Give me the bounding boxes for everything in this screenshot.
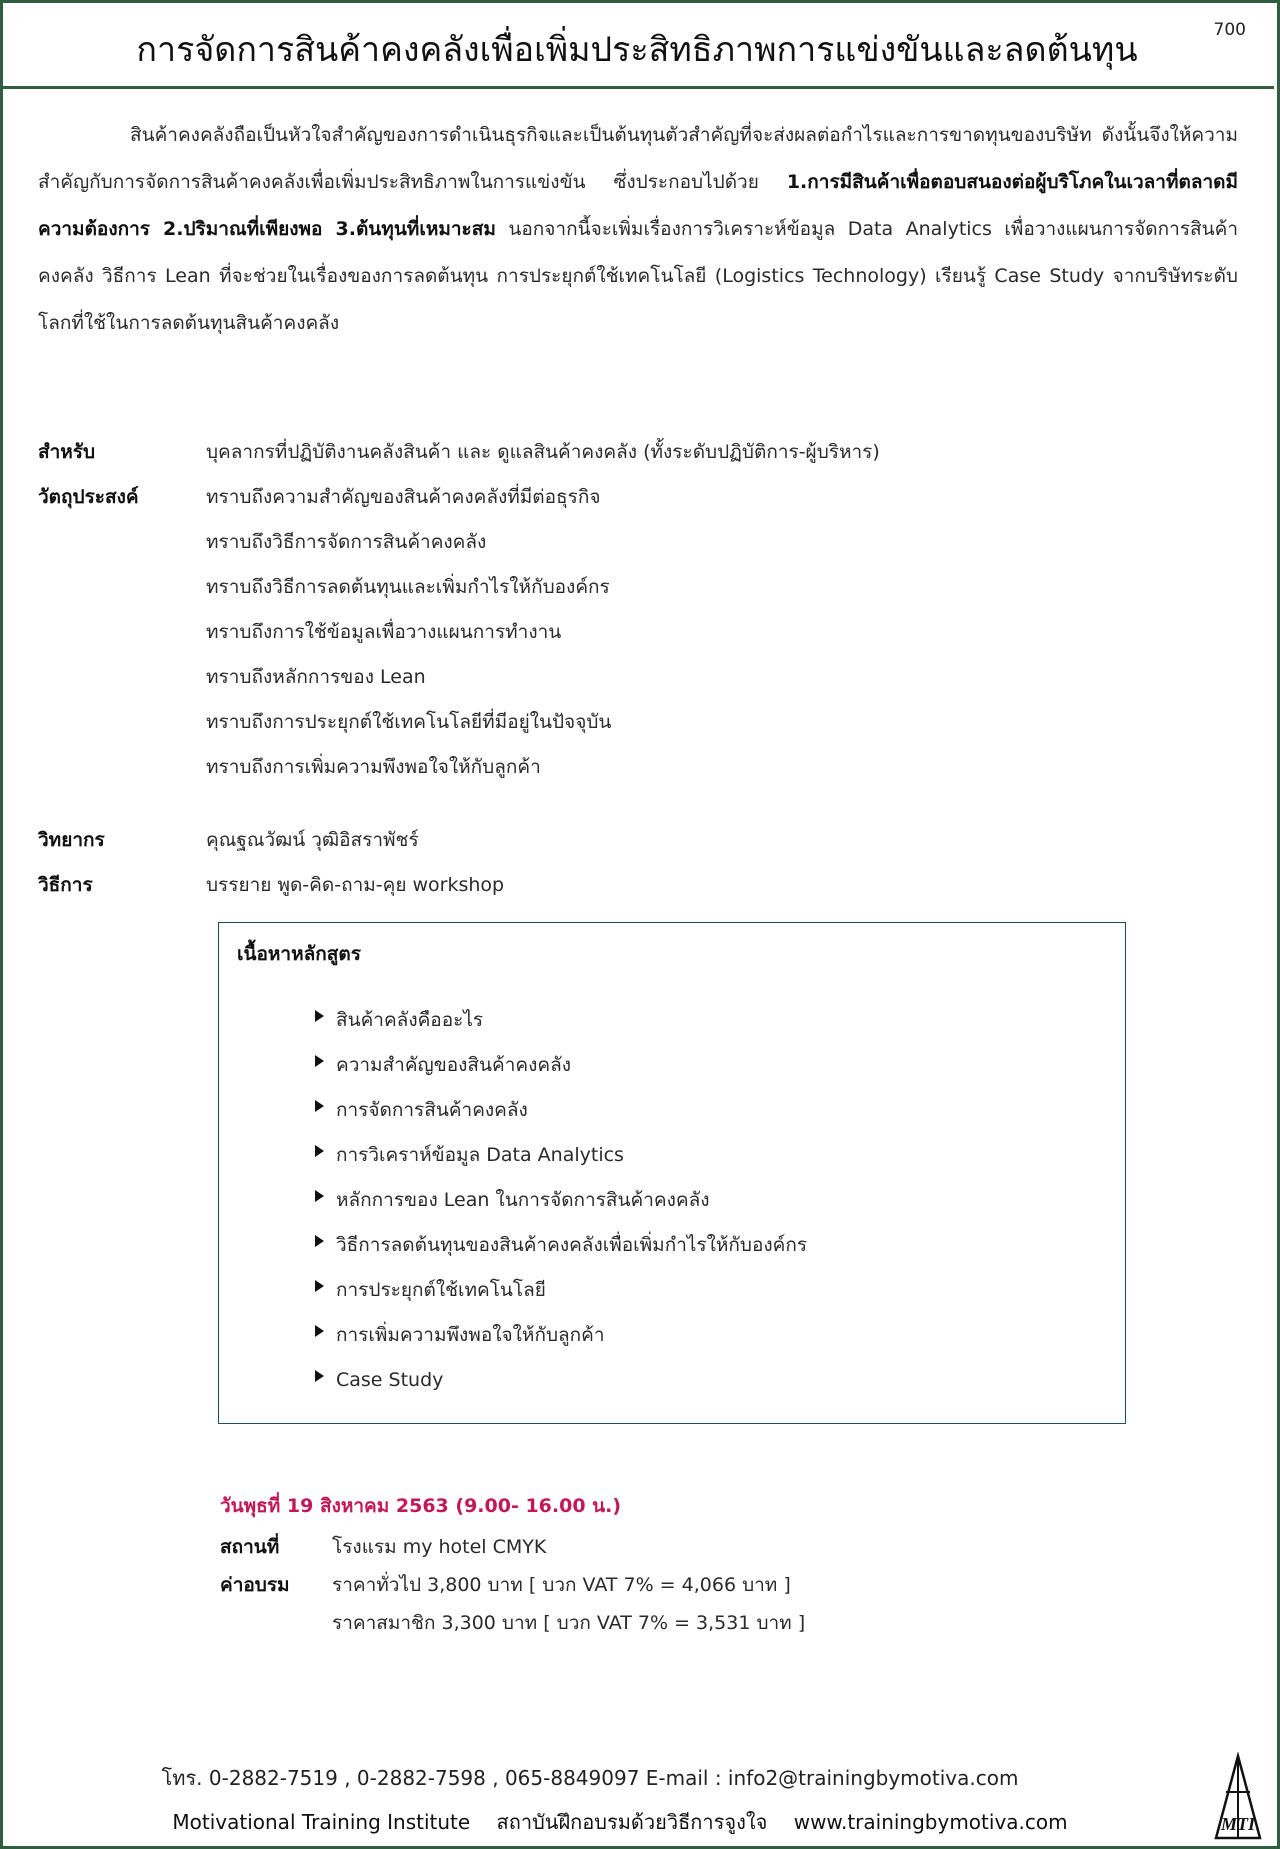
list-item-text: วิธีการลดต้นทุนของสินค้าคงคลังเพื่อเพิ่มกำไรให้กับองค์กร — [336, 1233, 808, 1256]
arrow-right-icon — [315, 1235, 324, 1247]
intro-paragraph — [38, 112, 1238, 347]
header — [0, 0, 1274, 89]
arrow-right-icon — [315, 1010, 324, 1022]
course-info — [38, 430, 880, 790]
page-title: การจัดการสินค้าคงคลังเพื่อเพิ่มประสิทธิภาพการแข่งขันและลดต้นทุน — [136, 30, 1138, 70]
objective-item: ทราบถึงหลักการของ Lean — [206, 666, 426, 688]
venue-row — [220, 1528, 805, 1566]
website-link[interactable]: www.trainingbymotiva.com — [793, 1810, 1068, 1834]
event-date: วันพุธที่ 19 สิงหาคม 2563 (9.00- 16.00 น.) — [220, 1495, 622, 1517]
org-name-th: สถาบันฝึกอบรมด้วยวิธีการจูงใจ — [496, 1810, 768, 1834]
list-item — [315, 1132, 807, 1177]
list-item — [315, 1312, 807, 1357]
list-item-text: การเพิ่มความพึงพอใจให้กับลูกค้า — [336, 1323, 605, 1346]
list-item — [315, 997, 807, 1042]
footer-org — [0, 1806, 1240, 1838]
venue-value: โรงแรม my hotel CMYK — [332, 1536, 547, 1558]
objective-item: ทราบถึงวิธีการจัดการสินค้าคงคลัง — [206, 531, 487, 553]
arrow-right-icon — [315, 1055, 324, 1067]
content-list — [315, 997, 807, 1402]
for-value: บุคลากรที่ปฏิบัติงานคลังสินค้า และ ดูแลสินค้าคงคลัง (ทั้งระดับปฏิบัติการ-ผู้บริหาร) — [206, 441, 880, 463]
list-item-text: การจัดการสินค้าคงคลัง — [336, 1098, 528, 1121]
event-details — [220, 1484, 805, 1642]
objective-item: ทราบถึงการใช้ข้อมูลเพื่อวางแผนการทำงาน — [206, 621, 562, 643]
venue-label: สถานที่ — [220, 1536, 280, 1558]
list-item-text: ความสำคัญของสินค้าคงคลัง — [336, 1053, 571, 1076]
fee-member: ราคาสมาชิก 3,300 บาท [ บวก VAT 7% = 3,531 บาท ] — [332, 1612, 806, 1634]
objective-item: ทราบถึงการประยุกต์ใช้เทคโนโลยีที่มีอยู่ในปัจจุบัน — [206, 711, 612, 733]
speaker-method — [38, 818, 504, 908]
method-value: บรรยาย พูด-คิด-ถาม-คุย workshop — [206, 874, 505, 896]
arrow-right-icon — [315, 1190, 324, 1202]
speaker-row — [38, 818, 504, 863]
arrow-right-icon — [315, 1145, 324, 1157]
method-row — [38, 863, 504, 908]
mti-logo-icon — [1208, 1752, 1268, 1842]
objective-item: ทราบถึงวิธีการลดต้นทุนและเพิ่มกำไรให้กับองค์กร — [206, 576, 610, 598]
logo-text: MTI — [1220, 1814, 1256, 1834]
list-item — [315, 1177, 807, 1222]
arrow-right-icon — [315, 1325, 324, 1337]
for-label: สำหรับ — [38, 441, 96, 463]
list-item-text: Case Study — [336, 1368, 444, 1391]
content-title: เนื้อหาหลักสูตร — [237, 943, 361, 965]
speaker-label: วิทยากร — [38, 829, 105, 851]
org-name-en: Motivational Training Institute — [172, 1810, 471, 1834]
list-item-text: หลักการของ Lean ในการจัดการสินค้าคงคลัง — [336, 1188, 710, 1211]
list-item — [315, 1222, 807, 1267]
page-number: 700 — [1213, 20, 1246, 40]
objectives-list — [206, 475, 880, 790]
fee-general: ราคาทั่วไป 3,800 บาท [ บวก VAT 7% = 4,066 บาท ] — [332, 1574, 791, 1596]
list-item — [315, 1357, 807, 1402]
arrow-right-icon — [315, 1280, 324, 1292]
list-item-text: การวิเคราห์ข้อมูล Data Analytics — [336, 1143, 624, 1166]
list-item-text: การประยุกต์ใช้เทคโนโลยี — [336, 1278, 546, 1301]
intro-bold-points: 1.การมีสินค้าเพื่อตอบสนองต่อผู้บริโภคในเวลาที่ตลาดมีความต้องการ 2.ปริมาณที่เพียงพอ 3.ต้นทุนที่เหมาะสม — [38, 171, 1239, 240]
objectives-row — [38, 475, 880, 790]
course-content-box — [218, 922, 1126, 1424]
fee-row — [220, 1566, 805, 1604]
fee-member-row — [220, 1604, 805, 1642]
speaker-value: คุณฐณวัฒน์ วุฒิอิสราพัชร์ — [206, 829, 419, 851]
objective-item: ทราบถึงความสำคัญของสินค้าคงคลังที่มีต่อธุรกิจ — [206, 486, 601, 508]
fee-label: ค่าอบรม — [220, 1574, 290, 1596]
for-row — [38, 430, 880, 475]
arrow-right-icon — [315, 1100, 324, 1112]
objectives-label: วัตถุประสงค์ — [38, 486, 139, 508]
method-label: วิธีการ — [38, 874, 93, 896]
list-item — [315, 1087, 807, 1132]
list-item-text: สินค้าคลังคืออะไร — [336, 1008, 484, 1031]
list-item — [315, 1267, 807, 1312]
intro-text-2: นอกจากนี้จะเพิ่มเรื่องการวิเคราะห์ข้อมูล Data Analytics เพื่อวางแผนการจัดการสินค้าคงคลัง วิธีการ Lean ที่จะช่วยในเรื่องของการลดต้นทุน การประยุกต์ใช้เทคโนโลยี (Logistics Technology) เรียนรู้ Case Study จากบริษัทระดับโลกที่ใช้ในการลดต้นทุนสินค้าคงคลัง — [38, 218, 1238, 334]
footer-contact: โทร. 0-2882-7519 , 0-2882-7598 , 065-8849097 E-mail : info2@trainingbymotiva.com — [161, 1766, 1019, 1790]
arrow-right-icon — [315, 1370, 324, 1382]
list-item — [315, 1042, 807, 1087]
intro-text-1: สินค้าคงคลังถือเป็นหัวใจสำคัญของการดำเนินธุรกิจและเป็นต้นทุนตัวสำคัญที่จะส่งผลต่อกำไรและการขาดทุนของบริษัท ดังนั้นจึงให้ความสำคัญกับการจัดการสินค้าคงคลังเพื่อเพิ่มประสิทธิภาพในการแข่งขัน ซึ่งประกอบไปด้วย — [38, 124, 1238, 193]
objective-item: ทราบถึงการเพิ่มความพึงพอใจให้กับลูกค้า — [206, 756, 541, 778]
